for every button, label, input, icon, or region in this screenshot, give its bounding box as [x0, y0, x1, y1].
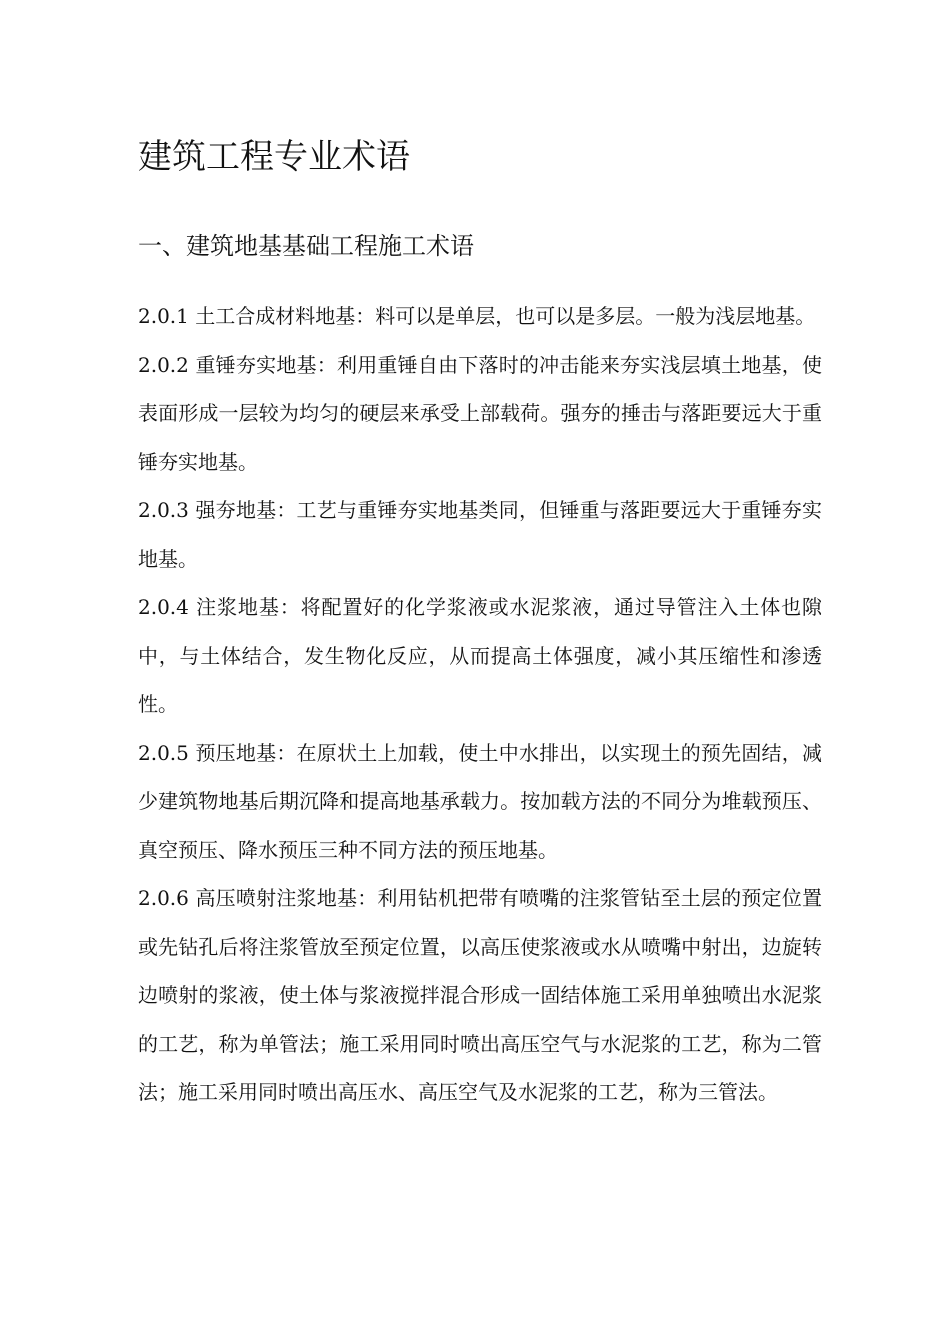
term-paragraph-2-0-1: 2.0.1 土工合成材料地基：料可以是单层，也可以是多层。一般为浅层地基。 [138, 304, 816, 328]
term-paragraph-2-0-3: 2.0.3 强夯地基：工艺与重锤夯实地基类同，但锤重与落距要远大于重锤夯实地基。 [138, 498, 822, 571]
document-title: 建筑工程专业术语 [138, 137, 410, 177]
document-body [138, 292, 822, 1117]
term-paragraph-2-0-5: 2.0.5 预压地基：在原状土上加载，使土中水排出，以实现土的预先固结，减少建筑物地基后期沉降和提高地基承载力。按加载方法的不同分为堆载预压、真空预压、降水预压三种不同方法的预压地基。 [138, 740, 822, 862]
term-paragraph-2-0-2: 2.0.2 重锤夯实地基：利用重锤自由下落时的冲击能来夯实浅层填土地基，使表面形成一层较为均匀的硬层来承受上部载荷。强夯的捶击与落距要远大于重锤夯实地基。 [138, 352, 822, 474]
term-paragraph-2-0-6: 2.0.6 高压喷射注浆地基：利用钻机把带有喷嘴的注浆管钻至土层的预定位置或先钻孔后将注浆管放至预定位置，以高压使浆液或水从喷嘴中射出，边旋转边喷射的浆液，使土体与浆液搅拌混合形成一固结体施工采用单独喷出水泥浆的工艺，称为单管法；施工采用同时喷出高压空气与水泥浆的工艺，称为二管法；施工采用同时喷出高压水、高压空气及水泥浆的工艺，称为三管法。 [138, 886, 822, 1104]
term-paragraph-2-0-4: 2.0.4 注浆地基：将配置好的化学浆液或水泥浆液，通过导管注入土体也隙中，与土体结合，发生物化反应，从而提高土体强度，减小其压缩性和渗透性。 [138, 595, 822, 716]
section-heading: 一、建筑地基基础工程施工术语 [138, 232, 474, 260]
